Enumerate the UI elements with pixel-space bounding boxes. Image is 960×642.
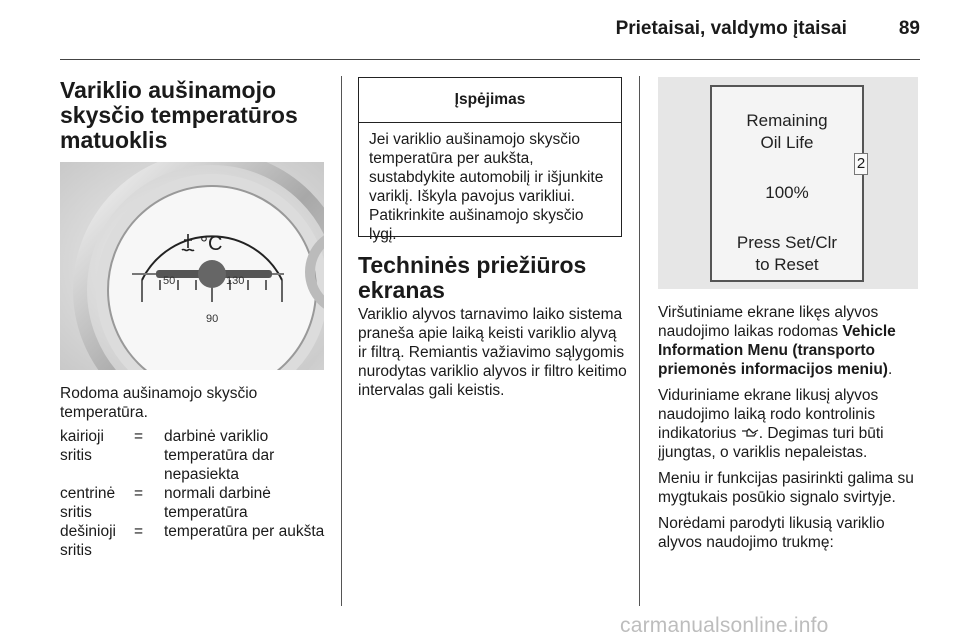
screen-line-3: Press Set/Clr	[736, 233, 838, 252]
service-text: Variklio alyvos tarnavimo laiko sistema praneša apie laiką keisti variklio alyvą ir filtrą. Remiantis važiavimo sąlygomis nurodytas variklio alyvos ir filtro keitimo intervalas gali keistis.	[358, 306, 627, 399]
screen-line-1: Remaining	[746, 111, 828, 130]
gauge-unit: °C	[200, 233, 223, 255]
definition-desc: darbinė variklio temperatūra dar nepasiekta	[164, 428, 275, 483]
gauge-caption: Rodoma aušinamojo skysčio temperatūra.	[60, 385, 258, 421]
screen-line-2: Oil Life	[760, 133, 814, 152]
definition-equals: =	[134, 485, 144, 502]
screen-line-4: to Reset	[755, 255, 819, 274]
page-number: 89	[898, 18, 920, 39]
menu-name: Vehicle Information Menu (transporto priemonės informacijos meniu)	[658, 323, 896, 378]
definition-desc: normali darbinė temperatūra	[164, 485, 271, 521]
paragraph	[658, 303, 924, 379]
warning-text: Jei variklio aušinamojo skysčio temperatūra per aukšta, sustabdykite automobilį ir išjunkite variklį. Iškyla pavojus varikliui. Patikrinkite aušinamojo skysčio lygį.	[369, 131, 604, 243]
gauge-low-label: 50	[163, 275, 176, 287]
section-title-service: Techninės priežiūros ekranas	[358, 252, 587, 303]
column-divider-2	[639, 76, 640, 606]
definition-desc: temperatūra per aukšta	[164, 523, 325, 540]
definition-row	[60, 522, 330, 560]
definition-term: kairioji sritis	[60, 428, 104, 464]
paragraph: Meniu ir funkcijas pasirinkti galima su mygtukais posūkio signalo svirtyje.	[658, 470, 914, 506]
oil-life-text	[658, 303, 924, 559]
gauge-high-label: 130	[226, 275, 245, 287]
section-title-gauge: Variklio aušinamojo skysčio temperatūros matuoklis	[60, 77, 298, 153]
paragraph	[658, 386, 924, 462]
header-title: Prietaisai, valdymo įtaisai	[615, 18, 847, 39]
warning-box	[358, 77, 622, 243]
definition-term: centrinė sritis	[60, 485, 116, 521]
gauge-illustration	[60, 162, 324, 370]
text-run: . Degimas turi būti įjungtas, o variklis nepaleistas.	[658, 425, 884, 461]
definition-row	[60, 427, 330, 484]
text-run: Viršutiniame ekrane likęs alyvos naudojimo laikas rodomas	[658, 304, 879, 340]
display-panel	[710, 85, 864, 282]
paragraph: Norėdami parodyti likusią variklio alyvos naudojimo trukmę:	[658, 515, 885, 551]
text-run: Viduriniame ekrane likusį alyvos naudojimo laiką rodo kontrolinis indikatorius	[658, 387, 879, 442]
warning-title: Įspėjimas	[359, 78, 621, 123]
definition-table	[60, 427, 330, 560]
definition-equals: =	[134, 523, 144, 540]
screen-number: 2	[854, 153, 868, 175]
oil-can-icon	[741, 425, 759, 442]
header-rule	[60, 59, 920, 60]
definition-term: dešinioji sritis	[60, 523, 117, 559]
definition-row	[60, 484, 330, 522]
definition-equals: =	[134, 428, 144, 445]
screen-value: 100%	[765, 183, 809, 202]
gauge-mid-label: 90	[206, 313, 219, 325]
watermark: carmanualsonline.info	[620, 614, 829, 637]
oil-life-screen	[658, 77, 918, 289]
text-run: .	[887, 361, 893, 378]
column-divider-1	[341, 76, 342, 606]
page-header	[616, 18, 920, 40]
